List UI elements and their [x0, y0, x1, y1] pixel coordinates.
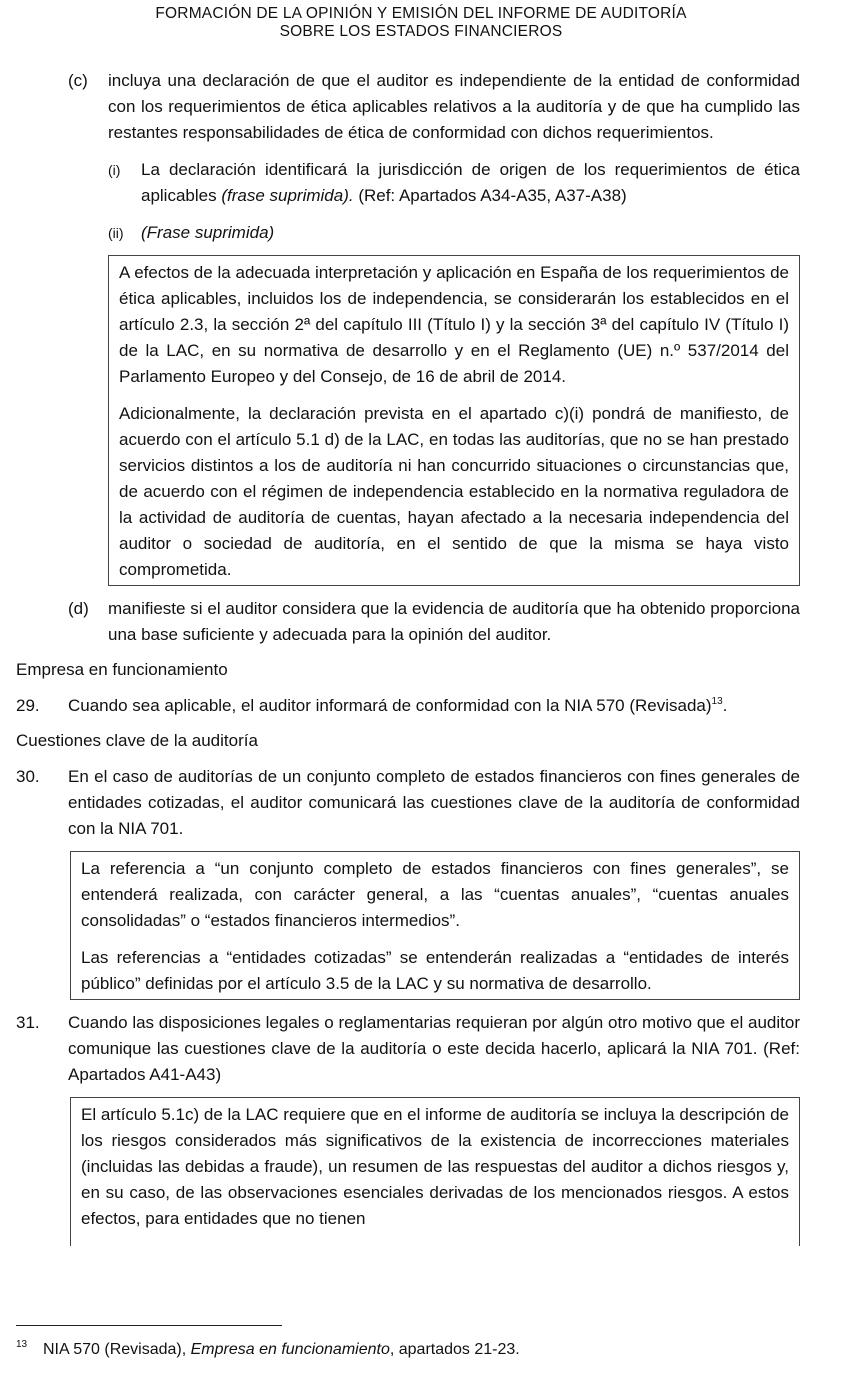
sub-item-i-text — [141, 157, 800, 209]
page-header — [0, 0, 842, 41]
box2-paragraph-2: Las referencias a “entidades cotizadas” se entenderán realizadas a “entidades de interés público” definidas por el artículo 3.5 de la LAC y su normativa de desarrollo. — [81, 948, 789, 993]
box1-paragraph-1: A efectos de la adecuada interpretación y aplicación en España de los requerimientos de ética aplicables, incluidos los de independencia, se considerarán los establecidos en el artículo 2.3, la sección 2ª del capítulo III (Título I) y la sección 3ª del capítulo IV (Título I) de la LAC, en su normativa de desarrollo y en el Reglamento (UE) n.º 537/2014 del Parlamento Europeo y del Consejo, de 16 de abril de 2014. — [119, 263, 789, 386]
footnote-13: $^{13}$ NIA 570 (Revisada), Empresa en funcionamiento, apartados 21-23. — [16, 1339, 520, 1358]
spain-note-box-1 — [108, 255, 800, 586]
box1-paragraph-2: Adicionalmente, la declaración prevista en el apartado c)(i) pondrá de manifiesto, de acuerdo con el artículo 5.1 d) de la LAC, en todas las auditorías, que no se han prestado servicios distintos a los de auditoría ni han concurrido situaciones o circunstancias que, de acuerdo con el régimen de independencia establecido en la normativa reguladora de la actividad de auditoría de cuentas, hayan afectado a la necesaria independencia del auditor o sociedad de auditoría, en el sentido de que la misma se haya visto comprometida. — [119, 404, 789, 579]
item-d-label: (d) — [68, 599, 89, 618]
sub-item-ii-label: (ii) — [108, 225, 124, 241]
section-heading-going-concern: Empresa en funcionamiento — [16, 660, 228, 679]
paragraph-30-text: En el caso de auditorías de un conjunto completo de estados financieros con fines generales de entidades cotizadas, el auditor comunicará las cuestiones clave de la auditoría de conformidad con la NIA 701. — [68, 767, 800, 838]
sub-item-i-body: La declaración identificará la jurisdicción de origen de los requerimientos de ética aplicables — [141, 160, 800, 205]
item-c-label: (c) — [68, 71, 88, 90]
paragraph-29-number: 29. — [16, 696, 40, 715]
paragraph-31-number: 31. — [16, 1013, 40, 1032]
sub-item-i-label: (i) — [108, 162, 121, 178]
spain-note-box-2 — [70, 851, 800, 1000]
footnote-separator — [16, 1325, 282, 1326]
sub-item-ii-text: (Frase suprimida) — [141, 223, 275, 242]
paragraph-29-text — [68, 693, 800, 719]
sub-item-i-ref: (Ref: Apartados A34-A35, A37-A38) — [353, 186, 627, 205]
header-line-2: SOBRE LOS ESTADOS FINANCIEROS — [279, 23, 563, 40]
paragraph-30 — [16, 764, 800, 842]
spain-note-box-3 — [70, 1097, 800, 1246]
item-d-text: manifieste si el auditor considera que la evidencia de auditoría que ha obtenido proporciona una base suficiente y adecuada para la opinión del auditor. — [108, 599, 800, 644]
paragraph-31-text: Cuando las disposiciones legales o reglamentarias requieran por algún otro motivo que el auditor comunique las cuestiones clave de la auditoría o este decida hacerlo, aplicará la NIA 701. (Ref: Apartados A41-A43) — [68, 1013, 800, 1084]
item-c — [16, 68, 800, 146]
paragraph-30-number: 30. — [16, 767, 40, 786]
footnote-pre: NIA 570 (Revisada), — [43, 1341, 191, 1358]
footnote-ref-13[interactable]: 13 — [711, 696, 723, 707]
section-heading-key-audit-matters: Cuestiones clave de la auditoría — [16, 731, 258, 750]
sub-item-i — [108, 157, 800, 209]
paragraph-29-end: . — [722, 696, 728, 715]
sub-item-ii — [108, 220, 800, 246]
box2-paragraph-1: La referencia a “un conjunto completo de estados financieros con fines generales”, se entenderá realizada, con carácter general, a las “cuentas anuales”, “cuentas anuales consolidadas” o “estados financieros intermedios”. — [81, 859, 789, 930]
item-c-text: incluya una declaración de que el auditor es independiente de la entidad de conformidad con los requerimientos de ética aplicables relativos a la auditoría y de que ha cumplido las restantes responsabilidades de ética de conformidad con dichos requerimientos. — [108, 71, 800, 142]
box3-paragraph-1: El artículo 5.1c) de la LAC requiere que en el informe de auditoría se incluya la descripción de los riesgos considerados más significativos de la existencia de incorrecciones materiales (incluidas las debidas a fraude), un resumen de las respuestas del auditor a dichos riesgos y, en su caso, de las observaciones esenciales derivadas de los mencionados riesgos. A estos efectos, para entidades que no tienen — [81, 1105, 789, 1228]
paragraph-31 — [16, 1010, 800, 1088]
document-body — [16, 68, 800, 1246]
item-d — [16, 596, 800, 648]
paragraph-29-body: Cuando sea aplicable, el auditor informará de conformidad con la NIA 570 (Revisada) — [68, 696, 712, 715]
sub-item-i-italic: (frase suprimida). — [221, 186, 354, 205]
footnote-post: , apartados 21-23. — [389, 1341, 520, 1358]
paragraph-29 — [16, 693, 800, 719]
footnote-italic: Empresa en funcionamiento — [190, 1341, 390, 1358]
header-line-1: FORMACIÓN DE LA OPINIÓN Y EMISIÓN DEL INFORME DE AUDITORÍA — [155, 5, 687, 22]
